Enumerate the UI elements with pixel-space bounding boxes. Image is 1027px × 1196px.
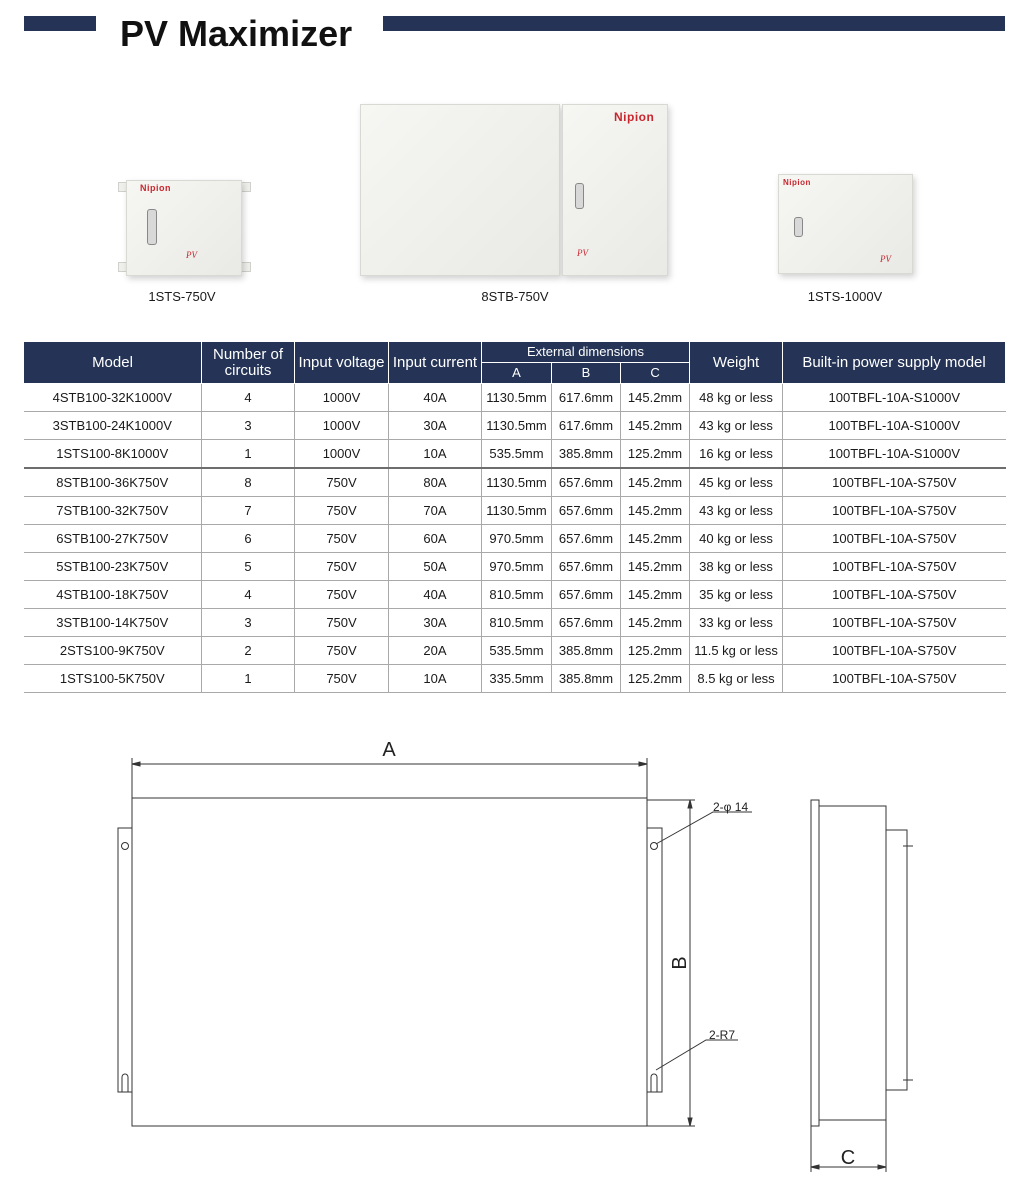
product-caption: 1STS-1000V [807, 289, 883, 304]
cell-weight: 8.5 kg or less [690, 665, 783, 693]
header-input-voltage: Input voltage [295, 342, 389, 384]
flange-left [118, 828, 132, 1092]
header-dim-b: B [552, 363, 621, 384]
mount-hole-left [122, 843, 129, 850]
dim-c-label: C [840, 1147, 856, 1169]
radius-note: 2-R7 [709, 1028, 736, 1042]
cell-dim-c: 145.2mm [621, 412, 690, 440]
product-caption: 8STB-750V [481, 289, 549, 304]
cell-weight: 11.5 kg or less [690, 637, 783, 665]
hole-note: 2-φ 14 [713, 800, 749, 814]
table-row [24, 609, 1006, 637]
dim-a-arrow-right [639, 762, 647, 766]
enclosure-left-door [360, 104, 560, 276]
enclosure-image [126, 180, 242, 276]
header-dim-c: C [621, 363, 690, 384]
cell-power-supply-model: 100TBFL-10A-S1000V [783, 440, 1006, 469]
side-flange [811, 800, 819, 1126]
title-accent-bar-left [24, 16, 96, 31]
cell-dim-b: 657.6mm [552, 609, 621, 637]
door-handle [575, 183, 584, 209]
side-rear-panel [886, 830, 907, 1090]
cell-input-voltage: 1000V [295, 384, 389, 412]
cell-circuits: 1 [202, 440, 295, 469]
cell-power-supply-model: 100TBFL-10A-S750V [783, 609, 1006, 637]
cell-weight: 43 kg or less [690, 497, 783, 525]
cell-weight: 43 kg or less [690, 412, 783, 440]
cell-dim-b: 385.8mm [552, 637, 621, 665]
cell-dim-a: 810.5mm [482, 609, 552, 637]
cell-dim-a: 535.5mm [482, 440, 552, 469]
pv-maximizer-logo: PV [186, 250, 197, 260]
cell-weight: 16 kg or less [690, 440, 783, 469]
table-row [24, 581, 1006, 609]
header-external-dimensions: External dimensions [482, 342, 690, 363]
cell-model: 2STS100-9K750V [24, 637, 202, 665]
spec-table [23, 341, 1006, 693]
dim-b-arrow-top [688, 800, 692, 808]
cell-dim-c: 145.2mm [621, 497, 690, 525]
cell-input-current: 30A [389, 412, 482, 440]
table-row [24, 525, 1006, 553]
cell-power-supply-model: 100TBFL-10A-S750V [783, 553, 1006, 581]
cell-dim-a: 970.5mm [482, 525, 552, 553]
cell-dim-b: 617.6mm [552, 384, 621, 412]
cell-dim-a: 970.5mm [482, 553, 552, 581]
cell-input-voltage: 750V [295, 553, 389, 581]
cell-input-voltage: 750V [295, 468, 389, 497]
brand-logo: Nipion [783, 178, 811, 187]
cell-dim-b: 385.8mm [552, 440, 621, 469]
cell-dim-a: 1130.5mm [482, 384, 552, 412]
radius-note-leader [656, 1040, 738, 1070]
cell-circuits: 8 [202, 468, 295, 497]
cell-power-supply-model: 100TBFL-10A-S750V [783, 637, 1006, 665]
dim-b-arrow-bottom [688, 1118, 692, 1126]
cell-dim-a: 335.5mm [482, 665, 552, 693]
cell-circuits: 4 [202, 384, 295, 412]
dim-a-label: A [382, 739, 396, 761]
slot-left [122, 1074, 128, 1092]
pv-maximizer-logo: PV [577, 248, 588, 258]
table-row [24, 665, 1006, 693]
cell-model: 5STB100-23K750V [24, 553, 202, 581]
enclosure-front-outline [132, 798, 647, 1126]
cell-power-supply-model: 100TBFL-10A-S750V [783, 497, 1006, 525]
cell-model: 1STS100-5K750V [24, 665, 202, 693]
cell-circuits: 3 [202, 412, 295, 440]
cell-model: 3STB100-24K1000V [24, 412, 202, 440]
cell-input-voltage: 1000V [295, 440, 389, 469]
cell-power-supply-model: 100TBFL-10A-S750V [783, 525, 1006, 553]
cell-dim-c: 145.2mm [621, 553, 690, 581]
dim-c-arrow-left [811, 1165, 819, 1169]
cell-model: 7STB100-32K750V [24, 497, 202, 525]
cell-dim-c: 145.2mm [621, 468, 690, 497]
cell-model: 8STB100-36K750V [24, 468, 202, 497]
cell-circuits: 5 [202, 553, 295, 581]
cell-model: 3STB100-14K750V [24, 609, 202, 637]
cell-dim-b: 657.6mm [552, 497, 621, 525]
dim-b-label: B [669, 956, 691, 970]
cell-input-current: 20A [389, 637, 482, 665]
header-number-of-circuits: Number of circuits [202, 342, 295, 384]
pv-maximizer-logo: PV [880, 254, 891, 264]
cell-model: 6STB100-27K750V [24, 525, 202, 553]
cell-dim-c: 125.2mm [621, 665, 690, 693]
cell-dim-b: 385.8mm [552, 665, 621, 693]
cell-dim-a: 1130.5mm [482, 412, 552, 440]
cell-dim-b: 657.6mm [552, 525, 621, 553]
product-caption: 1STS-750V [148, 289, 216, 304]
dimension-drawing [0, 720, 1027, 1190]
page-title: PV Maximizer [120, 13, 353, 54]
table-row [24, 412, 1006, 440]
cell-input-current: 10A [389, 440, 482, 469]
cell-input-current: 60A [389, 525, 482, 553]
cell-dim-b: 657.6mm [552, 468, 621, 497]
cell-input-voltage: 750V [295, 497, 389, 525]
cell-input-voltage: 750V [295, 525, 389, 553]
cell-input-voltage: 750V [295, 581, 389, 609]
brand-logo: Nipion [614, 110, 655, 124]
cell-circuits: 2 [202, 637, 295, 665]
cell-circuits: 1 [202, 665, 295, 693]
cell-power-supply-model: 100TBFL-10A-S1000V [783, 384, 1006, 412]
door-handle [794, 217, 803, 237]
cell-input-current: 30A [389, 609, 482, 637]
cell-dim-a: 810.5mm [482, 581, 552, 609]
door-handle [147, 209, 157, 245]
cell-input-voltage: 750V [295, 637, 389, 665]
cell-circuits: 3 [202, 609, 295, 637]
cell-model: 4STB100-18K750V [24, 581, 202, 609]
cell-dim-c: 145.2mm [621, 581, 690, 609]
title-accent-bar-right [383, 16, 1005, 31]
cell-model: 4STB100-32K1000V [24, 384, 202, 412]
cell-input-current: 10A [389, 665, 482, 693]
cell-weight: 40 kg or less [690, 525, 783, 553]
cell-power-supply-model: 100TBFL-10A-S1000V [783, 412, 1006, 440]
cell-dim-b: 657.6mm [552, 581, 621, 609]
header-dim-a: A [482, 363, 552, 384]
table-row [24, 468, 1006, 497]
cell-input-voltage: 750V [295, 609, 389, 637]
cell-weight: 45 kg or less [690, 468, 783, 497]
cell-input-current: 80A [389, 468, 482, 497]
cell-dim-c: 145.2mm [621, 525, 690, 553]
cell-model: 1STS100-8K1000V [24, 440, 202, 469]
cell-circuits: 4 [202, 581, 295, 609]
header-power-supply-model: Built-in power supply model [783, 342, 1006, 384]
header-input-current: Input current [389, 342, 482, 384]
table-row [24, 497, 1006, 525]
slot-right [651, 1074, 657, 1092]
cell-input-current: 40A [389, 384, 482, 412]
cell-dim-c: 125.2mm [621, 637, 690, 665]
cell-dim-c: 145.2mm [621, 384, 690, 412]
table-row [24, 637, 1006, 665]
cell-input-voltage: 1000V [295, 412, 389, 440]
cell-circuits: 7 [202, 497, 295, 525]
cell-input-current: 70A [389, 497, 482, 525]
brand-logo: Nipion [140, 183, 171, 193]
cell-input-current: 40A [389, 581, 482, 609]
cell-weight: 33 kg or less [690, 609, 783, 637]
cell-weight: 38 kg or less [690, 553, 783, 581]
header-model: Model [24, 342, 202, 384]
table-row [24, 440, 1006, 469]
cell-dim-c: 125.2mm [621, 440, 690, 469]
cell-input-current: 50A [389, 553, 482, 581]
side-body [819, 806, 886, 1120]
cell-input-voltage: 750V [295, 665, 389, 693]
table-row [24, 384, 1006, 412]
cell-dim-b: 617.6mm [552, 412, 621, 440]
cell-circuits: 6 [202, 525, 295, 553]
hole-note-leader [656, 812, 752, 844]
cell-dim-a: 1130.5mm [482, 468, 552, 497]
cell-weight: 48 kg or less [690, 384, 783, 412]
cell-power-supply-model: 100TBFL-10A-S750V [783, 581, 1006, 609]
cell-power-supply-model: 100TBFL-10A-S750V [783, 468, 1006, 497]
cell-power-supply-model: 100TBFL-10A-S750V [783, 665, 1006, 693]
cell-dim-a: 535.5mm [482, 637, 552, 665]
flange-right [647, 828, 662, 1092]
cell-dim-c: 145.2mm [621, 609, 690, 637]
dim-a-arrow-left [132, 762, 140, 766]
table-row [24, 553, 1006, 581]
cell-dim-b: 657.6mm [552, 553, 621, 581]
dim-c-arrow-right [878, 1165, 886, 1169]
cell-weight: 35 kg or less [690, 581, 783, 609]
cell-dim-a: 1130.5mm [482, 497, 552, 525]
header-weight: Weight [690, 342, 783, 384]
